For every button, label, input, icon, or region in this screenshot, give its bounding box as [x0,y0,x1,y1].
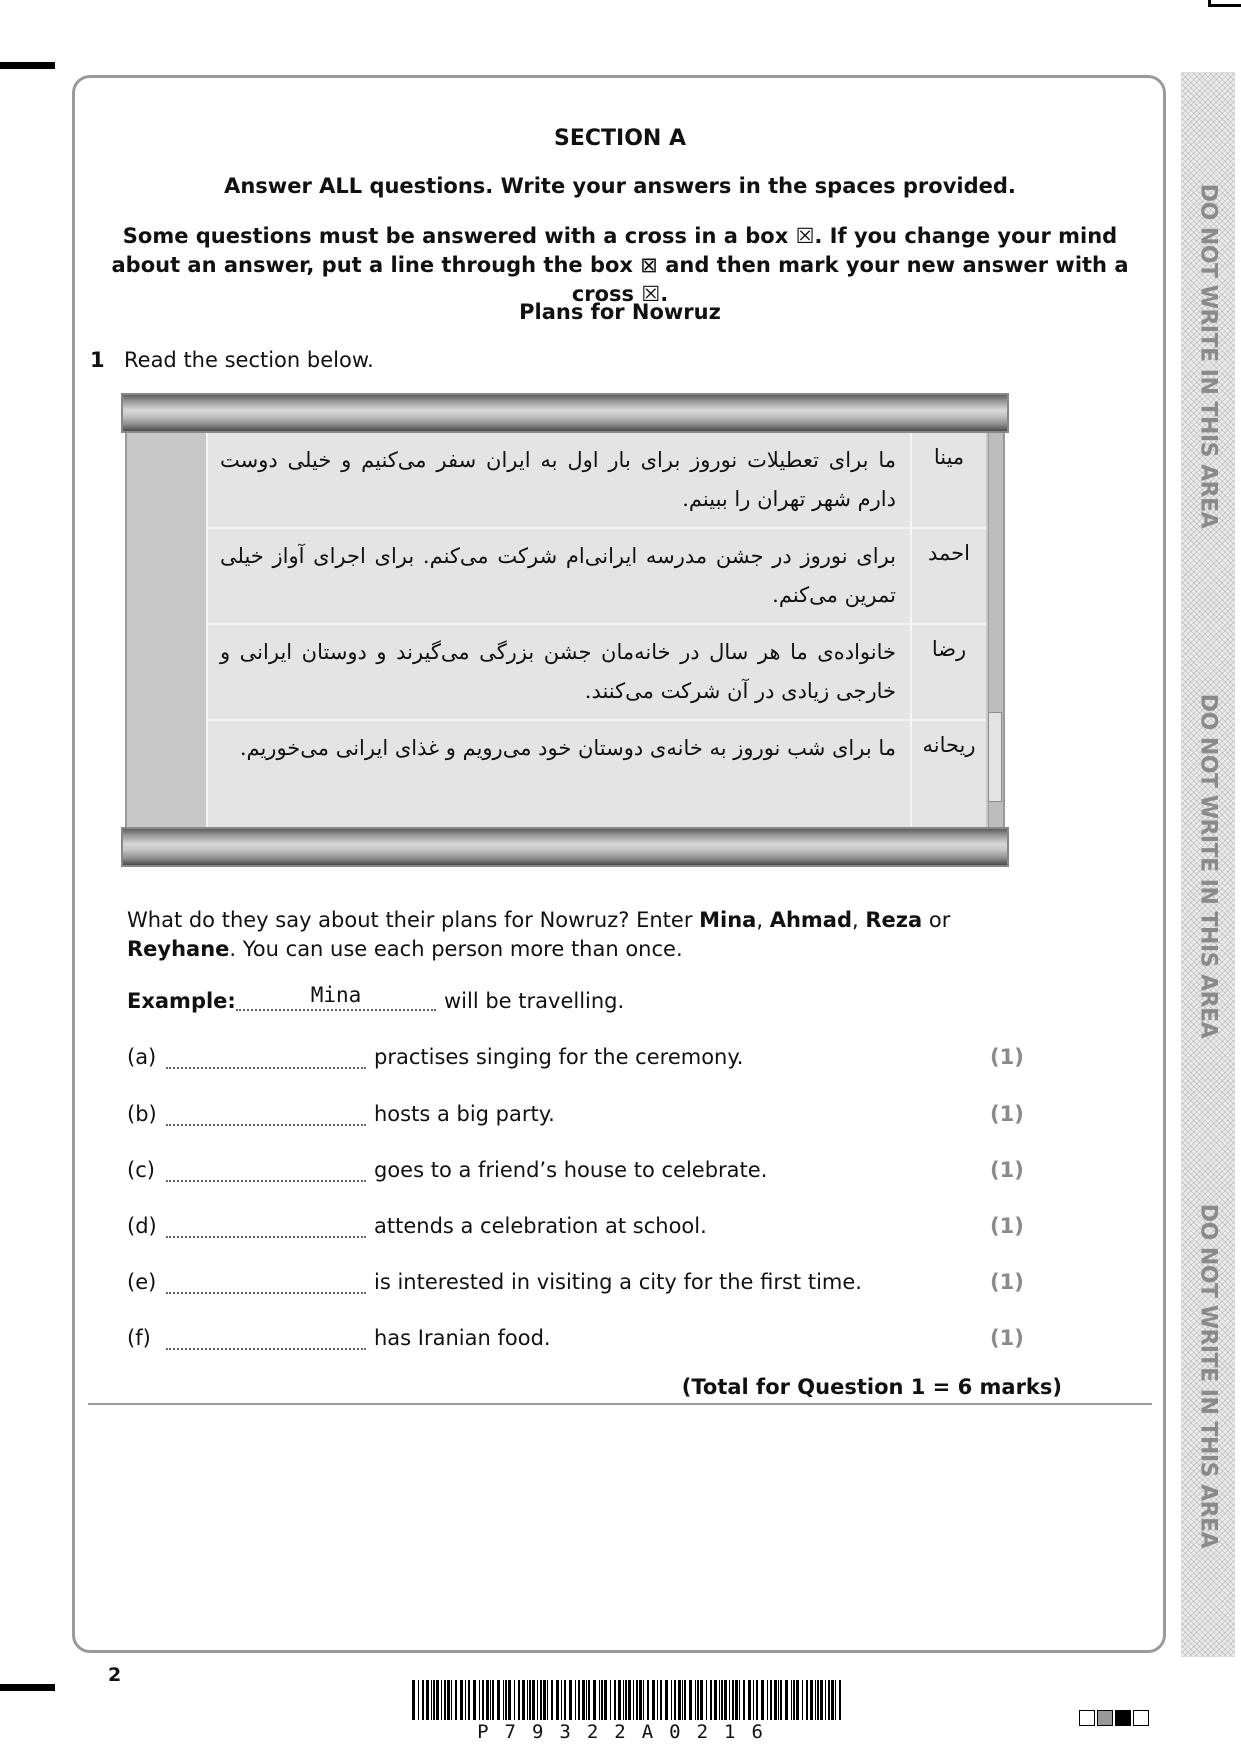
barcode-bar [652,1680,655,1720]
barcode-bar [684,1680,686,1720]
example-statement: will be travelling. [444,989,625,1013]
barcode-bar [767,1680,768,1720]
barcode-bar [522,1680,525,1720]
registration-mark-bottom-left [0,1684,55,1691]
barcode-bar [628,1680,631,1720]
crossed-box-icon: ☒ [641,282,661,306]
barcode-bar [778,1680,779,1720]
speaker-name: ریحانه [910,721,986,827]
barcode-bar [479,1680,480,1720]
question-total: (Total for Question 1 = 6 marks) [681,1375,1062,1399]
barcode-bar [743,1680,745,1720]
barcode-bar [514,1680,515,1720]
barcode-bar [835,1680,836,1720]
barcode-bar [599,1680,600,1720]
barcode-bar [422,1680,424,1720]
barcode-bar [455,1680,457,1720]
example-answer-line [236,1009,436,1011]
barcode-bar [561,1680,562,1720]
passage-text: ما برای تعطیلات نوروز برای بار اول به ایران سفر می‌کنیم و خیلی دوست دارم شهر تهران را ببینم. [220,448,896,511]
barcode-bar [543,1680,546,1720]
barcode-bar [793,1680,795,1720]
page-marker-square [1097,1710,1113,1726]
question-instruction: Read the section below. [124,348,374,372]
margin-warning-3: DO NOT WRITE IN THIS AREA [1195,1203,1221,1549]
barcode-bar [601,1680,603,1720]
example-label: Example: [127,989,236,1013]
answer-blank[interactable] [166,1292,366,1294]
barcode-bar [780,1680,782,1720]
crossed-box-icon: ☒ [795,224,815,248]
passage-text: برای نوروز در جشن مدرسه ایرانی‌ام شرکت می‌کنم. برای اجرای آواز خیلی تمرین می‌کنم. [220,544,896,607]
barcode-bar [796,1680,799,1720]
margin-warning-1: DO NOT WRITE IN THIS AREA [1195,183,1221,529]
passage-row [208,529,986,625]
item-marks: (1) [990,1326,1024,1350]
barcode-bar [412,1680,415,1720]
barcode-text: P79322A0216 [477,1721,779,1743]
barcode-bar [806,1680,808,1720]
barcode-bar [714,1680,717,1720]
barcode-bar [810,1680,813,1720]
barcode-bar [447,1680,450,1720]
barcode-bar [618,1680,621,1720]
speaker-name: رضا [910,625,986,719]
barcode-bar [578,1680,580,1720]
barcode-bar [770,1680,772,1720]
barcode-bar [614,1680,616,1720]
speaker-name: مینا [910,433,986,527]
barcode-bar [657,1680,658,1720]
barcode-bar [689,1680,692,1720]
scroll-thumb [988,712,1002,802]
passage-row [208,433,986,529]
topic-title: Plans for Nowruz [519,300,721,324]
barcode-bar [588,1680,590,1720]
item-statement: goes to a friend’s house to celebrate. [374,1158,768,1182]
crop-mark-top-right [1208,4,1241,7]
barcode-bar [508,1680,511,1720]
item-statement: has Iranian food. [374,1326,551,1350]
barcode-bar [575,1680,576,1720]
answer-blank[interactable] [166,1124,366,1126]
passage-text: ما برای شب نوروز به خانه‌ی دوستان خود می‌رویم و غذای ایرانی می‌خوریم. [239,736,896,760]
item-marks: (1) [990,1270,1024,1294]
barcode-bar [817,1680,819,1720]
item-marks: (1) [990,1045,1024,1069]
item-marks: (1) [990,1102,1024,1126]
barcode-bar [802,1680,803,1720]
barcode-bar [660,1680,662,1720]
item-letter: (a) [127,1045,157,1069]
answer-blank[interactable] [166,1180,366,1182]
barcode-bar [436,1680,439,1720]
barcode-bar [774,1680,777,1720]
barcode-bar [564,1680,566,1720]
barcode-bar [468,1680,470,1720]
passage-table [206,433,986,827]
barcode-bar [724,1680,727,1720]
item-letter: (d) [127,1214,157,1238]
barcode-bar [815,1680,816,1720]
barcode-bar [735,1680,738,1720]
scroll-roller-top [121,393,1009,433]
barcode-bar [529,1680,531,1720]
barcode-bar [505,1680,507,1720]
barcode-bar [451,1680,452,1720]
barcode-bar [721,1680,723,1720]
barcode-bar [582,1680,585,1720]
barcode-bar [756,1680,758,1720]
barcode-bar [610,1680,611,1720]
barcode-bar [678,1680,681,1720]
passage-row [208,625,986,721]
barcode-bar [633,1680,634,1720]
barcode-bar [547,1680,548,1720]
barcode-bar [831,1680,834,1720]
barcode-bar [636,1680,638,1720]
barcode-bar [527,1680,528,1720]
section-title: SECTION A [553,126,686,151]
item-letter: (b) [127,1102,157,1126]
answer-blank[interactable] [166,1348,366,1350]
barcode-bar [418,1680,419,1720]
barcode-bar [460,1680,463,1720]
barcode-bar [540,1680,542,1720]
item-letter: (f) [127,1326,151,1350]
answer-item-f [0,1326,1241,1358]
barcode-bar [674,1680,676,1720]
barcode-bar [682,1680,683,1720]
barcode [412,1680,844,1720]
page-marker-square [1133,1710,1149,1726]
barcode-bar [729,1680,730,1720]
passage-row [208,721,986,827]
item-statement: attends a celebration at school. [374,1214,707,1238]
barcode-bar [433,1680,435,1720]
answer-item-c [0,1158,1241,1190]
barcode-bar [426,1680,429,1720]
barcode-bar [625,1680,627,1720]
instruction-line-2: Some questions must be answered with a cross in a box ☒. If you change your mind about an answer, put a line through the box ⊠ and then mark your new answer with a cross ☒. [88,222,1152,309]
barcode-bar [639,1680,642,1720]
item-statement: hosts a big party. [374,1102,555,1126]
barcode-bar [665,1680,668,1720]
barcode-bar [706,1680,707,1720]
barcode-bar [791,1680,792,1720]
barcode-bar [732,1680,734,1720]
barcode-bar [785,1680,788,1720]
barcode-bar [492,1680,494,1720]
barcode-bar [761,1680,764,1720]
answer-item-e [0,1270,1241,1302]
answer-item-d [0,1214,1241,1246]
barcode-bar [719,1680,720,1720]
barcode-bar [465,1680,466,1720]
barcode-bar [753,1680,754,1720]
barcode-bar [473,1680,476,1720]
barcode-bar [700,1680,703,1720]
item-letter: (c) [127,1158,155,1182]
barcode-bar [593,1680,596,1720]
barcode-bar [444,1680,446,1720]
barcode-bar [643,1680,644,1720]
barcode-bar [482,1680,484,1720]
answer-blank[interactable] [166,1067,366,1069]
barcode-bar [486,1680,489,1720]
question-divider [88,1403,1152,1405]
barcode-bar [537,1680,538,1720]
instruction-line-1: Answer ALL questions. Write your answers in the spaces provided. [224,174,1016,198]
barcode-bar [828,1680,830,1720]
barcode-bar [518,1680,520,1720]
barcode-bar [820,1680,823,1720]
item-statement: is interested in visiting a city for the first time. [374,1270,862,1294]
page-marker-square [1079,1710,1095,1726]
page-number: 2 [108,1664,122,1686]
barcode-bar [647,1680,649,1720]
margin-warning-2: DO NOT WRITE IN THIS AREA [1195,693,1221,1039]
item-letter: (e) [127,1270,157,1294]
barcode-bar [671,1680,672,1720]
barcode-bar [710,1680,712,1720]
struck-box-icon: ⊠ [640,253,658,277]
barcode-bar [825,1680,826,1720]
barcode-bar [431,1680,432,1720]
scroll-roller-bottom [121,827,1009,867]
answer-item-b [0,1102,1241,1134]
item-statement: practises singing for the ceremony. [374,1045,744,1069]
answer-item-a [0,1045,1241,1077]
answer-blank[interactable] [166,1236,366,1238]
barcode-bar [556,1680,559,1720]
question-prompt: What do they say about their plans for Nowruz? Enter Mina, Ahmad, Reza or Reyhane. You can use each person more than once. [127,908,951,961]
barcode-bar [695,1680,696,1720]
barcode-bar [503,1680,504,1720]
barcode-bar [739,1680,740,1720]
registration-mark-top-left [0,62,55,69]
barcode-bar [586,1680,587,1720]
item-marks: (1) [990,1158,1024,1182]
example-answer: Mina [310,983,362,1007]
barcode-bar [490,1680,491,1720]
barcode-bar [697,1680,699,1720]
barcode-bar [748,1680,751,1720]
barcode-bar [569,1680,572,1720]
question-number: 1 [90,348,105,372]
barcode-bar [551,1680,553,1720]
passage-text: خانواده‌ی ما هر سال در خانه‌مان جشن بزرگی می‌گیرند و دوستان ایرانی و خارجی زیادی در آن شرکت می‌کنند. [220,640,896,703]
barcode-bar [532,1680,535,1720]
item-marks: (1) [990,1214,1024,1238]
barcode-bar [497,1680,500,1720]
speaker-name: احمد [910,529,986,623]
crop-mark-top-right-vertical [1208,0,1211,4]
barcode-bar [839,1680,841,1720]
barcode-bar [623,1680,624,1720]
page-marker-square [1115,1710,1131,1726]
barcode-bar [441,1680,442,1720]
barcode-bar [604,1680,607,1720]
